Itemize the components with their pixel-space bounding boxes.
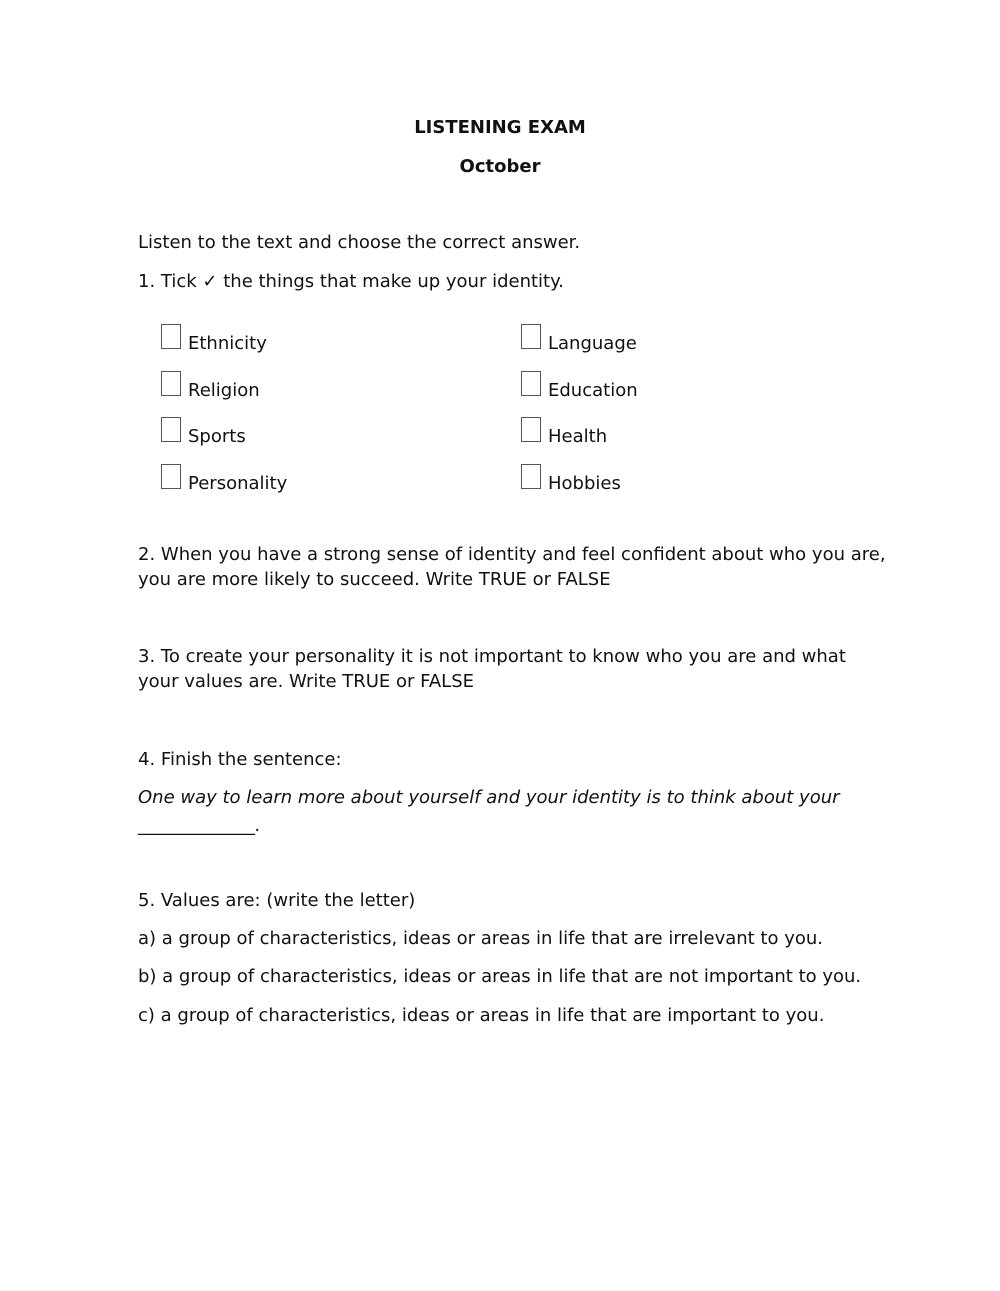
check-mark-icon: ✓ xyxy=(202,271,218,292)
option-label-education: Education xyxy=(548,380,638,401)
question-5-option-b: b) a group of characteristics, ideas or areas in life that are not important to you. xyxy=(138,966,862,987)
option-label-sports: Sports xyxy=(188,426,246,447)
option-label-religion: Religion xyxy=(188,380,260,401)
checkbox-language[interactable] xyxy=(521,324,541,349)
exam-subtitle: October xyxy=(459,156,541,177)
option-label-health: Health xyxy=(548,426,608,447)
checkbox-health[interactable] xyxy=(521,417,541,442)
question-2-line-1: 2. When you have a strong sense of identity and feel confident about who you are, xyxy=(138,544,886,565)
option-label-hobbies: Hobbies xyxy=(548,473,621,494)
question-5-prompt: 5. Values are: (write the letter) xyxy=(138,890,416,911)
question-5-option-c: c) a group of characteristics, ideas or areas in life that are important to you. xyxy=(138,1005,825,1026)
question-5-option-a: a) a group of characteristics, ideas or areas in life that are irrelevant to you. xyxy=(138,928,824,949)
checkbox-sports[interactable] xyxy=(161,417,181,442)
exam-title: LISTENING EXAM xyxy=(414,117,586,138)
checkbox-ethnicity[interactable] xyxy=(161,324,181,349)
question-3-line-1: 3. To create your personality it is not important to know who you are and what xyxy=(138,646,846,667)
checkbox-personality[interactable] xyxy=(161,464,181,489)
question-2-line-2: you are more likely to succeed. Write TRUE or FALSE xyxy=(138,569,611,590)
question-4-sentence: One way to learn more about yourself and your identity is to think about your xyxy=(138,787,840,808)
option-label-language: Language xyxy=(548,333,637,354)
question-1 xyxy=(138,271,564,293)
question-4-prompt: 4. Finish the sentence: xyxy=(138,749,342,770)
question-3-line-2: your values are. Write TRUE or FALSE xyxy=(138,671,475,692)
instructions: Listen to the text and choose the correct answer. xyxy=(138,232,581,253)
question-1-prefix: 1. Tick xyxy=(138,271,197,292)
checkbox-hobbies[interactable] xyxy=(521,464,541,489)
question-1-suffix: the things that make up your identity. xyxy=(223,271,564,292)
question-4-blank[interactable]: _____________. xyxy=(138,815,261,836)
option-label-personality: Personality xyxy=(188,473,288,494)
option-label-ethnicity: Ethnicity xyxy=(188,333,267,354)
checkbox-religion[interactable] xyxy=(161,371,181,396)
checkbox-education[interactable] xyxy=(521,371,541,396)
